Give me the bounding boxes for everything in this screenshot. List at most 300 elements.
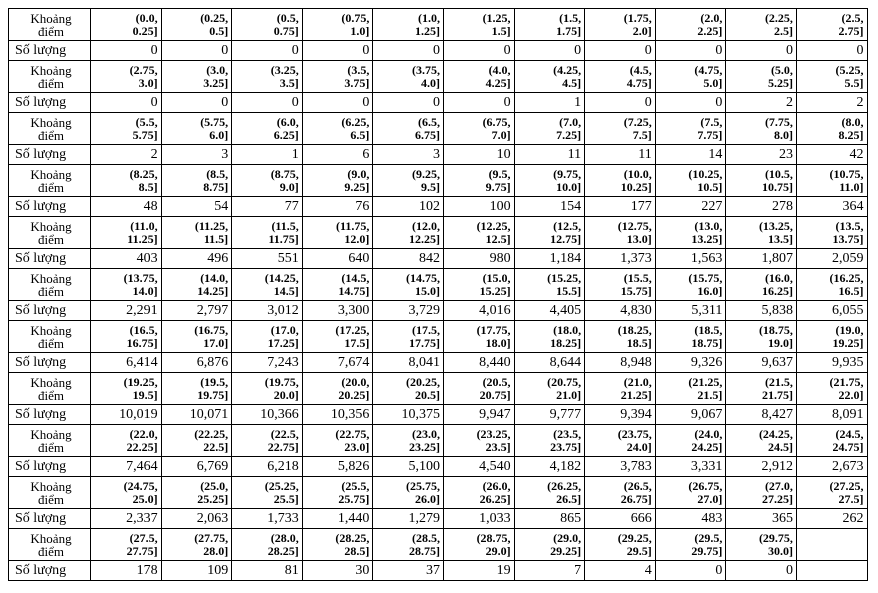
range-end: 23.75] bbox=[550, 439, 582, 454]
range-start: (21.75, bbox=[829, 374, 864, 389]
count-cell: 0 bbox=[232, 41, 303, 61]
range-end: 14.25] bbox=[197, 283, 229, 298]
range-label-line2: điểm bbox=[38, 283, 64, 299]
range-start: (20.75, bbox=[547, 374, 582, 389]
range-start: (3.25, bbox=[270, 62, 299, 77]
range-start: (20.0, bbox=[341, 374, 370, 389]
range-end: 22.0] bbox=[838, 387, 864, 402]
range-end: 12.25] bbox=[408, 231, 440, 246]
range-start: (29.0, bbox=[553, 530, 582, 545]
range-end: 28.75] bbox=[408, 543, 440, 558]
count-label-cell: Số lượng bbox=[9, 197, 91, 217]
range-end: 15.75] bbox=[620, 283, 652, 298]
count-row bbox=[9, 197, 868, 217]
count-cell: 100 bbox=[443, 197, 514, 217]
range-cell bbox=[91, 321, 162, 353]
range-start: (5.75, bbox=[200, 114, 229, 129]
range-cell bbox=[161, 113, 232, 145]
range-start: (25.0, bbox=[200, 478, 229, 493]
range-start: (27.0, bbox=[764, 478, 793, 493]
count-cell: 4,182 bbox=[514, 457, 585, 477]
range-end: 23.5] bbox=[485, 439, 511, 454]
count-cell: 2 bbox=[726, 93, 797, 113]
count-cell: 640 bbox=[302, 249, 373, 269]
range-start: (3.75, bbox=[411, 62, 440, 77]
range-start: (26.0, bbox=[482, 478, 511, 493]
count-cell: 1 bbox=[514, 93, 585, 113]
range-cell bbox=[655, 425, 726, 457]
range-cell bbox=[373, 321, 444, 353]
range-cell bbox=[585, 529, 656, 561]
range-start: (29.75, bbox=[758, 530, 793, 545]
range-cell bbox=[655, 113, 726, 145]
range-cell bbox=[726, 165, 797, 197]
count-cell: 9,947 bbox=[443, 405, 514, 425]
range-row bbox=[9, 61, 868, 93]
range-cell bbox=[514, 321, 585, 353]
range-cell bbox=[91, 61, 162, 93]
range-start: (7.5, bbox=[700, 114, 723, 129]
range-label-line2: điểm bbox=[38, 335, 64, 351]
range-cell bbox=[302, 425, 373, 457]
count-cell: 865 bbox=[514, 509, 585, 529]
range-end: 15.0] bbox=[414, 283, 440, 298]
range-end: 20.0] bbox=[273, 387, 299, 402]
range-start: (11.25, bbox=[194, 218, 229, 233]
range-end: 17.25] bbox=[267, 335, 299, 350]
range-cell bbox=[302, 269, 373, 301]
range-cell bbox=[796, 61, 867, 93]
count-cell: 0 bbox=[514, 41, 585, 61]
count-cell: 0 bbox=[443, 41, 514, 61]
range-end: 8.0] bbox=[773, 127, 793, 142]
count-cell: 1,440 bbox=[302, 509, 373, 529]
count-label-cell: Số lượng bbox=[9, 405, 91, 425]
range-start: (23.25, bbox=[476, 426, 511, 441]
count-cell: 1,033 bbox=[443, 509, 514, 529]
range-end: 9.5] bbox=[420, 179, 440, 194]
count-label-cell: Số lượng bbox=[9, 301, 91, 321]
range-end: 10.75] bbox=[761, 179, 793, 194]
range-label-line1: Khoảng bbox=[30, 218, 72, 234]
range-cell bbox=[585, 113, 656, 145]
range-cell bbox=[232, 165, 303, 197]
count-row bbox=[9, 353, 868, 373]
count-cell: 30 bbox=[302, 561, 373, 581]
range-cell bbox=[373, 217, 444, 249]
range-end: 25.75] bbox=[338, 491, 370, 506]
range-start: (27.25, bbox=[829, 478, 864, 493]
range-end: 23.25] bbox=[408, 439, 440, 454]
range-cell bbox=[373, 165, 444, 197]
range-end: 13.75] bbox=[832, 231, 864, 246]
range-start: (26.75, bbox=[688, 478, 723, 493]
range-start: (8.75, bbox=[270, 166, 299, 181]
range-end: 22.5] bbox=[203, 439, 229, 454]
range-end: 13.5] bbox=[767, 231, 793, 246]
range-start: (2.5, bbox=[841, 10, 864, 25]
range-start: (10.5, bbox=[764, 166, 793, 181]
range-end: 20.75] bbox=[479, 387, 511, 402]
range-cell bbox=[796, 529, 867, 561]
range-cell bbox=[655, 477, 726, 509]
range-cell bbox=[726, 217, 797, 249]
range-cell bbox=[726, 113, 797, 145]
range-cell bbox=[655, 165, 726, 197]
range-cell bbox=[373, 529, 444, 561]
count-cell: 5,826 bbox=[302, 457, 373, 477]
range-end: 1.0] bbox=[350, 23, 370, 38]
range-end: 17.0] bbox=[203, 335, 229, 350]
range-cell bbox=[655, 217, 726, 249]
range-start: (8.0, bbox=[841, 114, 864, 129]
range-cell bbox=[91, 425, 162, 457]
count-cell: 14 bbox=[655, 145, 726, 165]
range-start: (13.75, bbox=[123, 270, 158, 285]
range-label-line2: điểm bbox=[38, 127, 64, 143]
count-cell: 2,797 bbox=[161, 301, 232, 321]
count-cell: 7,243 bbox=[232, 353, 303, 373]
range-start: (21.25, bbox=[688, 374, 723, 389]
range-start: (7.25, bbox=[623, 114, 652, 129]
count-cell: 6,218 bbox=[232, 457, 303, 477]
count-cell: 2,673 bbox=[796, 457, 867, 477]
range-cell bbox=[161, 373, 232, 405]
range-start: (3.5, bbox=[347, 62, 370, 77]
table-body bbox=[9, 9, 868, 581]
range-cell bbox=[796, 269, 867, 301]
range-start: (12.25, bbox=[476, 218, 511, 233]
count-cell: 11 bbox=[514, 145, 585, 165]
range-cell bbox=[443, 321, 514, 353]
count-row bbox=[9, 561, 868, 581]
range-end: 13.0] bbox=[626, 231, 652, 246]
range-end: 0.25] bbox=[132, 23, 158, 38]
range-cell bbox=[373, 269, 444, 301]
range-end: 15.5] bbox=[556, 283, 582, 298]
range-end: 28.25] bbox=[267, 543, 299, 558]
range-start: (17.75, bbox=[476, 322, 511, 337]
range-cell bbox=[443, 373, 514, 405]
range-start: (18.0, bbox=[553, 322, 582, 337]
count-cell: 262 bbox=[796, 509, 867, 529]
range-end: 9.0] bbox=[279, 179, 299, 194]
range-start: (4.5, bbox=[629, 62, 652, 77]
range-start: (21.0, bbox=[623, 374, 652, 389]
range-end: 13.25] bbox=[691, 231, 723, 246]
count-cell: 0 bbox=[655, 93, 726, 113]
count-cell: 0 bbox=[91, 41, 162, 61]
count-cell: 9,326 bbox=[655, 353, 726, 373]
count-cell: 551 bbox=[232, 249, 303, 269]
range-start: (23.75, bbox=[617, 426, 652, 441]
count-cell: 8,440 bbox=[443, 353, 514, 373]
count-cell: 1,563 bbox=[655, 249, 726, 269]
range-start: (0.25, bbox=[200, 10, 229, 25]
range-cell bbox=[726, 425, 797, 457]
range-cell bbox=[726, 269, 797, 301]
count-cell: 8,644 bbox=[514, 353, 585, 373]
range-cell bbox=[585, 9, 656, 41]
range-cell bbox=[726, 61, 797, 93]
count-label-cell: Số lượng bbox=[9, 509, 91, 529]
count-cell: 4,830 bbox=[585, 301, 656, 321]
range-end: 5.0] bbox=[703, 75, 723, 90]
range-end: 10.25] bbox=[620, 179, 652, 194]
range-cell bbox=[585, 269, 656, 301]
count-cell: 496 bbox=[161, 249, 232, 269]
range-start: (1.5, bbox=[559, 10, 582, 25]
range-label-cell bbox=[9, 61, 91, 93]
range-label-line2: điểm bbox=[38, 75, 64, 91]
range-end: 26.25] bbox=[479, 491, 511, 506]
range-cell bbox=[655, 61, 726, 93]
range-end: 5.5] bbox=[844, 75, 864, 90]
range-cell bbox=[302, 373, 373, 405]
count-cell: 1,373 bbox=[585, 249, 656, 269]
count-cell: 6,876 bbox=[161, 353, 232, 373]
count-cell: 109 bbox=[161, 561, 232, 581]
range-end: 7.0] bbox=[491, 127, 511, 142]
range-end: 24.25] bbox=[691, 439, 723, 454]
range-end: 17.5] bbox=[344, 335, 370, 350]
range-cell bbox=[232, 321, 303, 353]
range-start: (21.5, bbox=[764, 374, 793, 389]
range-label-line2: điểm bbox=[38, 231, 64, 247]
score-distribution-table bbox=[8, 8, 868, 581]
range-cell bbox=[443, 9, 514, 41]
range-start: (17.25, bbox=[335, 322, 370, 337]
range-start: (17.5, bbox=[411, 322, 440, 337]
range-cell bbox=[232, 113, 303, 145]
range-cell bbox=[726, 373, 797, 405]
count-cell: 0 bbox=[302, 93, 373, 113]
range-start: (28.5, bbox=[411, 530, 440, 545]
count-cell: 9,935 bbox=[796, 353, 867, 373]
count-cell: 1,807 bbox=[726, 249, 797, 269]
range-end: 14.5] bbox=[273, 283, 299, 298]
range-end: 2.75] bbox=[838, 23, 864, 38]
count-cell: 2,291 bbox=[91, 301, 162, 321]
range-end: 22.75] bbox=[267, 439, 299, 454]
range-end: 8.75] bbox=[203, 179, 229, 194]
range-label-line2: điểm bbox=[38, 439, 64, 455]
count-cell: 3,300 bbox=[302, 301, 373, 321]
range-end: 0.75] bbox=[273, 23, 299, 38]
count-cell: 4,016 bbox=[443, 301, 514, 321]
range-start: (4.25, bbox=[553, 62, 582, 77]
range-cell bbox=[232, 9, 303, 41]
range-end: 20.5] bbox=[414, 387, 440, 402]
range-end: 3.75] bbox=[344, 75, 370, 90]
range-end: 3.5] bbox=[279, 75, 299, 90]
range-end: 19.75] bbox=[197, 387, 229, 402]
range-start: (29.25, bbox=[617, 530, 652, 545]
range-start: (5.0, bbox=[770, 62, 793, 77]
count-label-cell: Số lượng bbox=[9, 249, 91, 269]
range-cell bbox=[373, 61, 444, 93]
range-start: (2.0, bbox=[700, 10, 723, 25]
range-end: 11.5] bbox=[203, 231, 229, 246]
count-cell: 3,012 bbox=[232, 301, 303, 321]
range-cell bbox=[443, 529, 514, 561]
range-start: (18.75, bbox=[758, 322, 793, 337]
range-start: (25.5, bbox=[341, 478, 370, 493]
range-cell bbox=[373, 9, 444, 41]
count-cell: 7,674 bbox=[302, 353, 373, 373]
range-start: (1.25, bbox=[482, 10, 511, 25]
range-label-cell bbox=[9, 477, 91, 509]
range-cell bbox=[514, 9, 585, 41]
range-cell bbox=[91, 165, 162, 197]
range-start: (16.25, bbox=[829, 270, 864, 285]
range-label-line1: Khoảng bbox=[30, 270, 72, 286]
range-cell bbox=[232, 425, 303, 457]
count-label-cell: Số lượng bbox=[9, 145, 91, 165]
range-cell bbox=[655, 9, 726, 41]
range-start: (16.5, bbox=[129, 322, 158, 337]
range-end: 12.75] bbox=[550, 231, 582, 246]
range-end: 2.25] bbox=[697, 23, 723, 38]
count-cell: 8,041 bbox=[373, 353, 444, 373]
count-cell: 102 bbox=[373, 197, 444, 217]
range-start: (24.5, bbox=[835, 426, 864, 441]
range-cell bbox=[161, 217, 232, 249]
range-end: 16.0] bbox=[697, 283, 723, 298]
count-cell: 5,838 bbox=[726, 301, 797, 321]
range-end: 0.5] bbox=[209, 23, 229, 38]
range-end: 29.0] bbox=[485, 543, 511, 558]
range-cell bbox=[796, 477, 867, 509]
range-end: 11.75] bbox=[268, 231, 299, 246]
range-start: (11.75, bbox=[336, 218, 370, 233]
range-end: 6.0] bbox=[209, 127, 229, 142]
range-end: 6.25] bbox=[273, 127, 299, 142]
range-row bbox=[9, 269, 868, 301]
range-row bbox=[9, 217, 868, 249]
count-row bbox=[9, 509, 868, 529]
count-cell: 0 bbox=[726, 561, 797, 581]
count-cell: 11 bbox=[585, 145, 656, 165]
count-row bbox=[9, 93, 868, 113]
range-end: 25.25] bbox=[197, 491, 229, 506]
count-cell: 0 bbox=[373, 93, 444, 113]
count-cell: 154 bbox=[514, 197, 585, 217]
range-cell bbox=[655, 373, 726, 405]
range-start: (28.25, bbox=[335, 530, 370, 545]
range-label-cell bbox=[9, 113, 91, 145]
range-start: (7.0, bbox=[559, 114, 582, 129]
range-start: (9.25, bbox=[411, 166, 440, 181]
count-cell: 9,777 bbox=[514, 405, 585, 425]
count-row bbox=[9, 249, 868, 269]
range-start: (17.0, bbox=[270, 322, 299, 337]
range-cell bbox=[161, 269, 232, 301]
range-end: 5.25] bbox=[767, 75, 793, 90]
range-start: (22.5, bbox=[270, 426, 299, 441]
count-cell: 5,311 bbox=[655, 301, 726, 321]
count-cell: 4 bbox=[585, 561, 656, 581]
range-label-cell bbox=[9, 165, 91, 197]
count-cell: 3,331 bbox=[655, 457, 726, 477]
count-cell: 10,356 bbox=[302, 405, 373, 425]
range-end: 10.0] bbox=[556, 179, 582, 194]
range-end: 27.5] bbox=[838, 491, 864, 506]
range-start: (14.5, bbox=[341, 270, 370, 285]
range-cell bbox=[443, 477, 514, 509]
count-cell: 0 bbox=[585, 41, 656, 61]
range-end: 27.0] bbox=[697, 491, 723, 506]
range-cell bbox=[796, 321, 867, 353]
range-cell bbox=[443, 61, 514, 93]
range-start: (19.75, bbox=[264, 374, 299, 389]
range-cell bbox=[514, 61, 585, 93]
range-start: (18.5, bbox=[694, 322, 723, 337]
range-end: 29.5] bbox=[626, 543, 652, 558]
range-end: 1.25] bbox=[414, 23, 440, 38]
count-cell: 10 bbox=[443, 145, 514, 165]
range-end: 26.0] bbox=[414, 491, 440, 506]
range-cell bbox=[443, 113, 514, 145]
count-label-cell: Số lượng bbox=[9, 93, 91, 113]
range-end: 21.25] bbox=[620, 387, 652, 402]
count-row bbox=[9, 457, 868, 477]
range-row bbox=[9, 321, 868, 353]
range-label-line1: Khoảng bbox=[30, 166, 72, 182]
range-end: 21.0] bbox=[556, 387, 582, 402]
count-cell: 980 bbox=[443, 249, 514, 269]
count-row bbox=[9, 41, 868, 61]
range-start: (6.5, bbox=[417, 114, 440, 129]
range-start: (10.25, bbox=[688, 166, 723, 181]
count-cell: 364 bbox=[796, 197, 867, 217]
range-start: (23.0, bbox=[411, 426, 440, 441]
range-end: 11.0] bbox=[839, 179, 864, 194]
range-cell bbox=[302, 321, 373, 353]
range-start: (6.0, bbox=[276, 114, 299, 129]
range-start: (5.5, bbox=[135, 114, 158, 129]
range-cell bbox=[91, 529, 162, 561]
range-cell bbox=[726, 9, 797, 41]
count-cell: 842 bbox=[373, 249, 444, 269]
range-end: 2.5] bbox=[773, 23, 793, 38]
count-cell: 9,637 bbox=[726, 353, 797, 373]
range-start: (9.5, bbox=[488, 166, 511, 181]
count-cell: 2,337 bbox=[91, 509, 162, 529]
count-cell: 365 bbox=[726, 509, 797, 529]
range-end: 7.75] bbox=[697, 127, 723, 142]
range-start: (0.0, bbox=[135, 10, 158, 25]
count-cell: 8,427 bbox=[726, 405, 797, 425]
range-end: 17.75] bbox=[408, 335, 440, 350]
range-start: (8.5, bbox=[206, 166, 229, 181]
range-cell bbox=[585, 61, 656, 93]
count-cell: 2,059 bbox=[796, 249, 867, 269]
range-cell bbox=[161, 321, 232, 353]
range-start: (19.25, bbox=[123, 374, 158, 389]
range-start: (25.25, bbox=[264, 478, 299, 493]
count-cell: 9,067 bbox=[655, 405, 726, 425]
count-cell: 10,366 bbox=[232, 405, 303, 425]
range-start: (24.25, bbox=[758, 426, 793, 441]
range-cell bbox=[655, 529, 726, 561]
range-cell bbox=[585, 373, 656, 405]
range-cell bbox=[585, 217, 656, 249]
count-cell: 6,414 bbox=[91, 353, 162, 373]
range-cell bbox=[161, 529, 232, 561]
range-start: (24.0, bbox=[694, 426, 723, 441]
range-label-line1: Khoảng bbox=[30, 10, 72, 26]
